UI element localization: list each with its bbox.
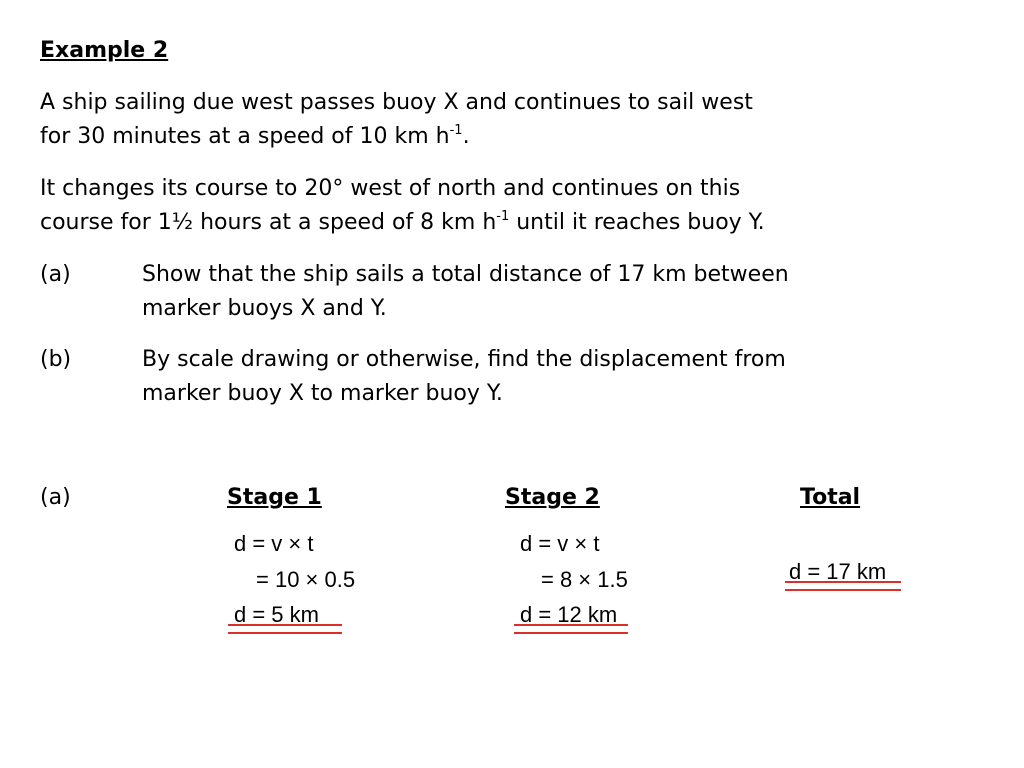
total-double-underline — [785, 581, 901, 591]
unit-exponent: -1 — [449, 123, 463, 138]
problem-paragraph-1-line-1: A ship sailing due west passes buoy X and continues to sail west — [40, 90, 753, 115]
speed-text: course for 1½ hours at a speed of 8 km h — [40, 210, 497, 235]
question-a-label: (a) — [40, 262, 71, 287]
question-a-text — [142, 258, 942, 326]
question-b-line-2: marker buoy X to marker buoy Y. — [142, 381, 503, 406]
stage-1-substitution: = 10 × 0.5 — [256, 567, 356, 592]
question-b-label: (b) — [40, 347, 72, 372]
stage-1-heading: Stage 1 — [227, 485, 322, 510]
unit-exponent: -1 — [496, 209, 510, 224]
stage-1-formula: d = v × t — [234, 531, 314, 556]
stage-2-heading: Stage 2 — [505, 485, 600, 510]
stage-2-formula: d = v × t — [520, 531, 600, 556]
stage-2-substitution: = 8 × 1.5 — [541, 567, 628, 592]
problem-paragraph-2-line-1: It changes its course to 20° west of north and continues on this — [40, 176, 741, 201]
total-heading: Total — [800, 485, 861, 510]
total-result: d = 17 km — [789, 559, 887, 584]
problem-paragraph-2-line-2 — [40, 206, 940, 240]
stage-2-double-underline — [514, 624, 628, 634]
question-b-text — [142, 343, 942, 411]
question-b-line-1: By scale drawing or otherwise, find the displacement from — [142, 347, 786, 372]
sentence-end: until it reaches buoy Y. — [509, 210, 765, 235]
problem-paragraph-1 — [40, 86, 940, 154]
speed-text: for 30 minutes at a speed of 10 km h — [40, 124, 450, 149]
stage-2-result: d = 12 km — [520, 602, 618, 627]
question-a-line-2: marker buoys X and Y. — [142, 296, 387, 321]
problem-paragraph-1-line-2 — [40, 120, 940, 154]
answer-a-label: (a) — [40, 485, 71, 510]
sentence-end: . — [462, 124, 470, 149]
example-title: Example 2 — [40, 38, 169, 63]
stage-1-result: d = 5 km — [234, 602, 319, 627]
stage-1-double-underline — [228, 624, 342, 634]
problem-paragraph-2 — [40, 172, 940, 240]
question-a-line-1: Show that the ship sails a total distance of 17 km between — [142, 262, 789, 287]
